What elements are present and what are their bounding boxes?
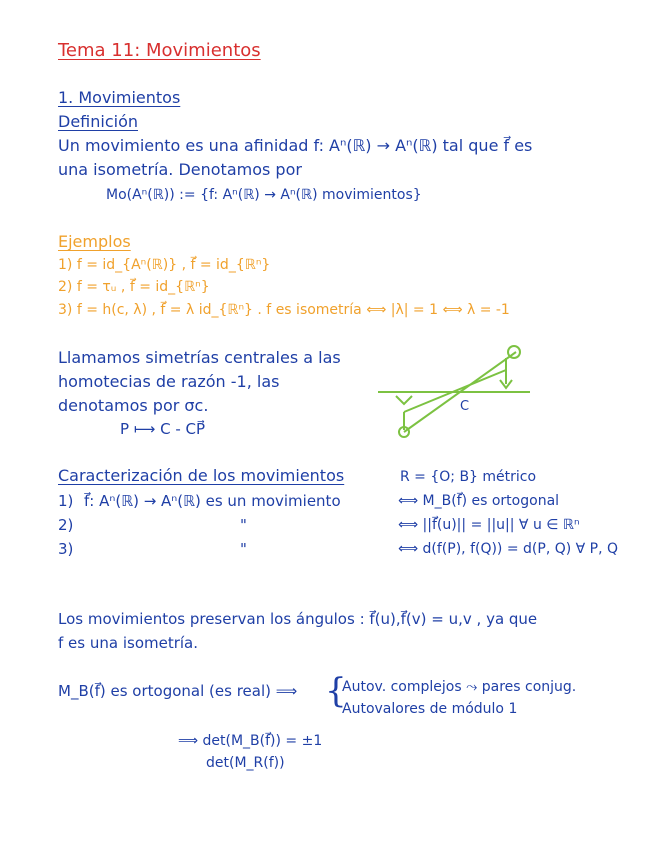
determinant-affine: det(M_R(f)) [206, 755, 285, 771]
char-row-2-num: 2) [58, 516, 74, 534]
central-symmetry-line2: homotecias de razón -1, las [58, 372, 280, 391]
characterization-heading: Caracterización de los movimientos [58, 466, 345, 485]
definition-text-line2: una isometría. Denotamos por [58, 160, 302, 179]
char-row-2-right: ⟺ ||f⃗(u)|| = ||u|| ∀ u ∈ ℝⁿ [398, 517, 580, 533]
determinant-result: ⟹ det(M_B(f⃗)) = ±1 [178, 733, 323, 749]
char-row-3-right: ⟺ d(f(P), f(Q)) = d(P, Q) ∀ P, Q [398, 541, 619, 557]
orthogonal-brace: { [325, 671, 347, 711]
orthogonal-lhs: M_B(f⃗) es ortogonal (es real) ⟹ [58, 682, 298, 700]
char-row-1-right: ⟺ M_B(f⃗) es ortogonal [398, 493, 560, 509]
char-row-2-left: " [240, 516, 247, 534]
diagram-label-c: C [460, 399, 470, 414]
central-symmetry-formula: P ⟼ C - CP⃗ [120, 420, 206, 438]
example-item-3: 3) f = h(c, λ) , f⃗ = λ id_{ℝⁿ} . f es isometría ⟺ |λ| = 1 ⟺ λ = -1 [58, 302, 510, 318]
central-symmetry-diagram [370, 340, 540, 450]
char-row-3-num: 3) [58, 540, 74, 558]
page-title: Tema 11: Movimientos [58, 40, 261, 61]
definition-formula: Mo(Aⁿ(ℝ)) := {f: Aⁿ(ℝ) → Aⁿ(ℝ) movimientos} [106, 187, 422, 203]
definition-label: Definición [58, 112, 138, 131]
angles-line1: Los movimientos preservan los ángulos : f⃗(u),f⃗(v) = u,v , ya que [58, 610, 538, 628]
definition-text-line1: Un movimiento es una afinidad f: Aⁿ(ℝ) → Aⁿ(ℝ) tal que f⃗ es [58, 136, 533, 155]
examples-label: Ejemplos [58, 232, 131, 251]
angles-line2: f es una isometría. [58, 634, 199, 652]
characterization-frame: R = {O; B} métrico [400, 469, 537, 485]
char-row-1-num: 1) [58, 492, 74, 510]
example-item-1: 1) f = id_{Aⁿ(ℝ)} , f⃗ = id_{ℝⁿ} [58, 257, 271, 273]
orthogonal-case-2: Autovalores de módulo 1 [342, 701, 518, 717]
example-item-2: 2) f = τᵤ , f⃗ = id_{ℝⁿ} [58, 279, 210, 295]
orthogonal-case-1: Autov. complejos ⤳ pares conjug. [342, 679, 577, 695]
char-row-1-left: f⃗: Aⁿ(ℝ) → Aⁿ(ℝ) es un movimiento [84, 492, 341, 510]
section-heading: 1. Movimientos [58, 88, 181, 107]
central-symmetry-line1: Llamamos simetrías centrales a las [58, 348, 341, 367]
central-symmetry-line3: denotamos por σc. [58, 396, 209, 415]
char-row-3-left: " [240, 540, 247, 558]
